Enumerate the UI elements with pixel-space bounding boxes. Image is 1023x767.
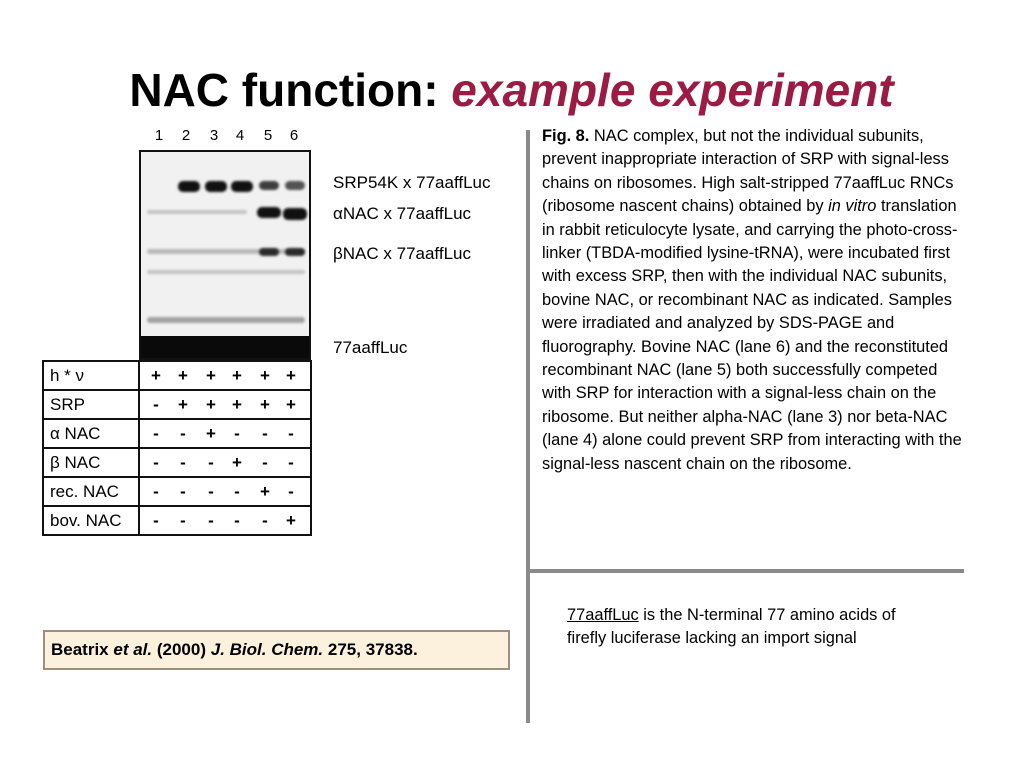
lane-number: 5 (263, 127, 273, 144)
row-label: rec. NAC (43, 477, 139, 506)
lane-number: 2 (181, 127, 191, 144)
caption-text: NAC complex, but not the individual subunits, prevent inappropriate interaction of SRP with signal-less chains on ribosomes. High salt-stripped 77aaffLuc RNCs (ribosome nascent chains) obtained by (542, 127, 954, 216)
sign: + (260, 482, 270, 501)
lane-number: 4 (235, 127, 245, 144)
sign: - (180, 453, 186, 472)
title-accent: example experiment (451, 64, 894, 116)
row-label: bov. NAC (43, 506, 139, 535)
sign: - (180, 511, 186, 530)
sign: - (234, 482, 240, 501)
sign: - (288, 424, 294, 443)
row-signs (139, 477, 311, 506)
table-row (43, 448, 311, 477)
sign: + (232, 366, 242, 385)
lane-number: 3 (209, 127, 219, 144)
band-label: 77aaffLuc (333, 338, 408, 357)
sign: + (178, 366, 188, 385)
caption-text: translation in rabbit reticulocyte lysate, and carrying the photo-cross-linker (TBDA-modified lysine-tRNA), were incubated first with excess SRP, then with the individual NAC subunits, bovine NAC, or recombinant NAC as indicated. Samples were irradiated and analyzed by SDS-PAGE and fluorography. Bovine NAC (lane 6) and the reconstituted recombinant NAC (lane 5) both successfully competed with SRP for interaction with a signal-less chain on the ribosome. But neither alpha-NAC (lane 3) nor beta-NAC (lane 4) alone could prevent SRP from interacting with the signal-less nascent chain on the ribosome. (542, 197, 962, 473)
band-label: SRP54K x 77aaffLuc (333, 173, 491, 192)
table-row (43, 390, 311, 419)
row-label: α NAC (43, 419, 139, 448)
sign: + (206, 395, 216, 414)
sign: - (153, 424, 159, 443)
sign: - (153, 482, 159, 501)
row-label: SRP (43, 390, 139, 419)
citation-journal: J. Biol. Chem. (210, 640, 324, 659)
conditions-table (42, 360, 312, 536)
gel-image (139, 150, 311, 360)
sign: - (180, 424, 186, 443)
sign: - (208, 511, 214, 530)
band-label: βNAC x 77aaffLuc (333, 244, 471, 263)
lane-number: 1 (154, 127, 164, 144)
citation-box (43, 630, 510, 670)
row-signs (139, 448, 311, 477)
row-label: β NAC (43, 448, 139, 477)
sign: + (286, 366, 296, 385)
slide-title (0, 62, 1023, 118)
title-main: NAC function: (129, 64, 439, 116)
sign: + (260, 366, 270, 385)
lane-numbers (146, 127, 311, 143)
sign: + (286, 395, 296, 414)
lane-number: 6 (289, 127, 299, 144)
citation-volume: 275, (327, 640, 361, 659)
sign: - (234, 424, 240, 443)
figure-caption (542, 125, 962, 580)
row-signs (139, 390, 311, 419)
caption-label: Fig. 8. (542, 127, 590, 145)
sign: + (232, 453, 242, 472)
sign: + (178, 395, 188, 414)
citation-etal: et al. (113, 640, 153, 659)
sign: - (153, 511, 159, 530)
caption-italic: in vitro (828, 197, 877, 216)
sign: - (288, 482, 294, 501)
sign: - (208, 453, 214, 472)
table-row (43, 361, 311, 390)
sign: + (286, 511, 296, 530)
row-signs (139, 506, 311, 535)
table-row (43, 419, 311, 448)
sign: + (151, 366, 161, 385)
band-label: αNAC x 77aaffLuc (333, 204, 472, 223)
sign: + (232, 395, 242, 414)
sign: + (206, 366, 216, 385)
row-signs (139, 419, 311, 448)
note-text: is the N-terminal 77 amino acids of firefly luciferase lacking an import signal (567, 606, 896, 647)
sign: - (234, 511, 240, 530)
sign: - (180, 482, 186, 501)
note-term[interactable]: 77aaffLuc (567, 606, 639, 624)
citation-pages: 37838. (365, 640, 418, 659)
table-row (43, 506, 311, 535)
sign: - (262, 424, 268, 443)
definition-note (567, 604, 907, 650)
sign: - (208, 482, 214, 501)
sign: - (262, 453, 268, 472)
sign: - (288, 453, 294, 472)
citation-year: (2000) (156, 640, 206, 659)
sign: + (206, 424, 216, 443)
vertical-divider (526, 130, 530, 723)
sign: - (153, 395, 159, 414)
row-label: h * ν (43, 361, 139, 390)
citation-authors: Beatrix (51, 640, 109, 659)
sign: - (262, 511, 268, 530)
row-signs (139, 361, 311, 390)
sign: + (260, 395, 270, 414)
sign: - (153, 453, 159, 472)
table-row (43, 477, 311, 506)
